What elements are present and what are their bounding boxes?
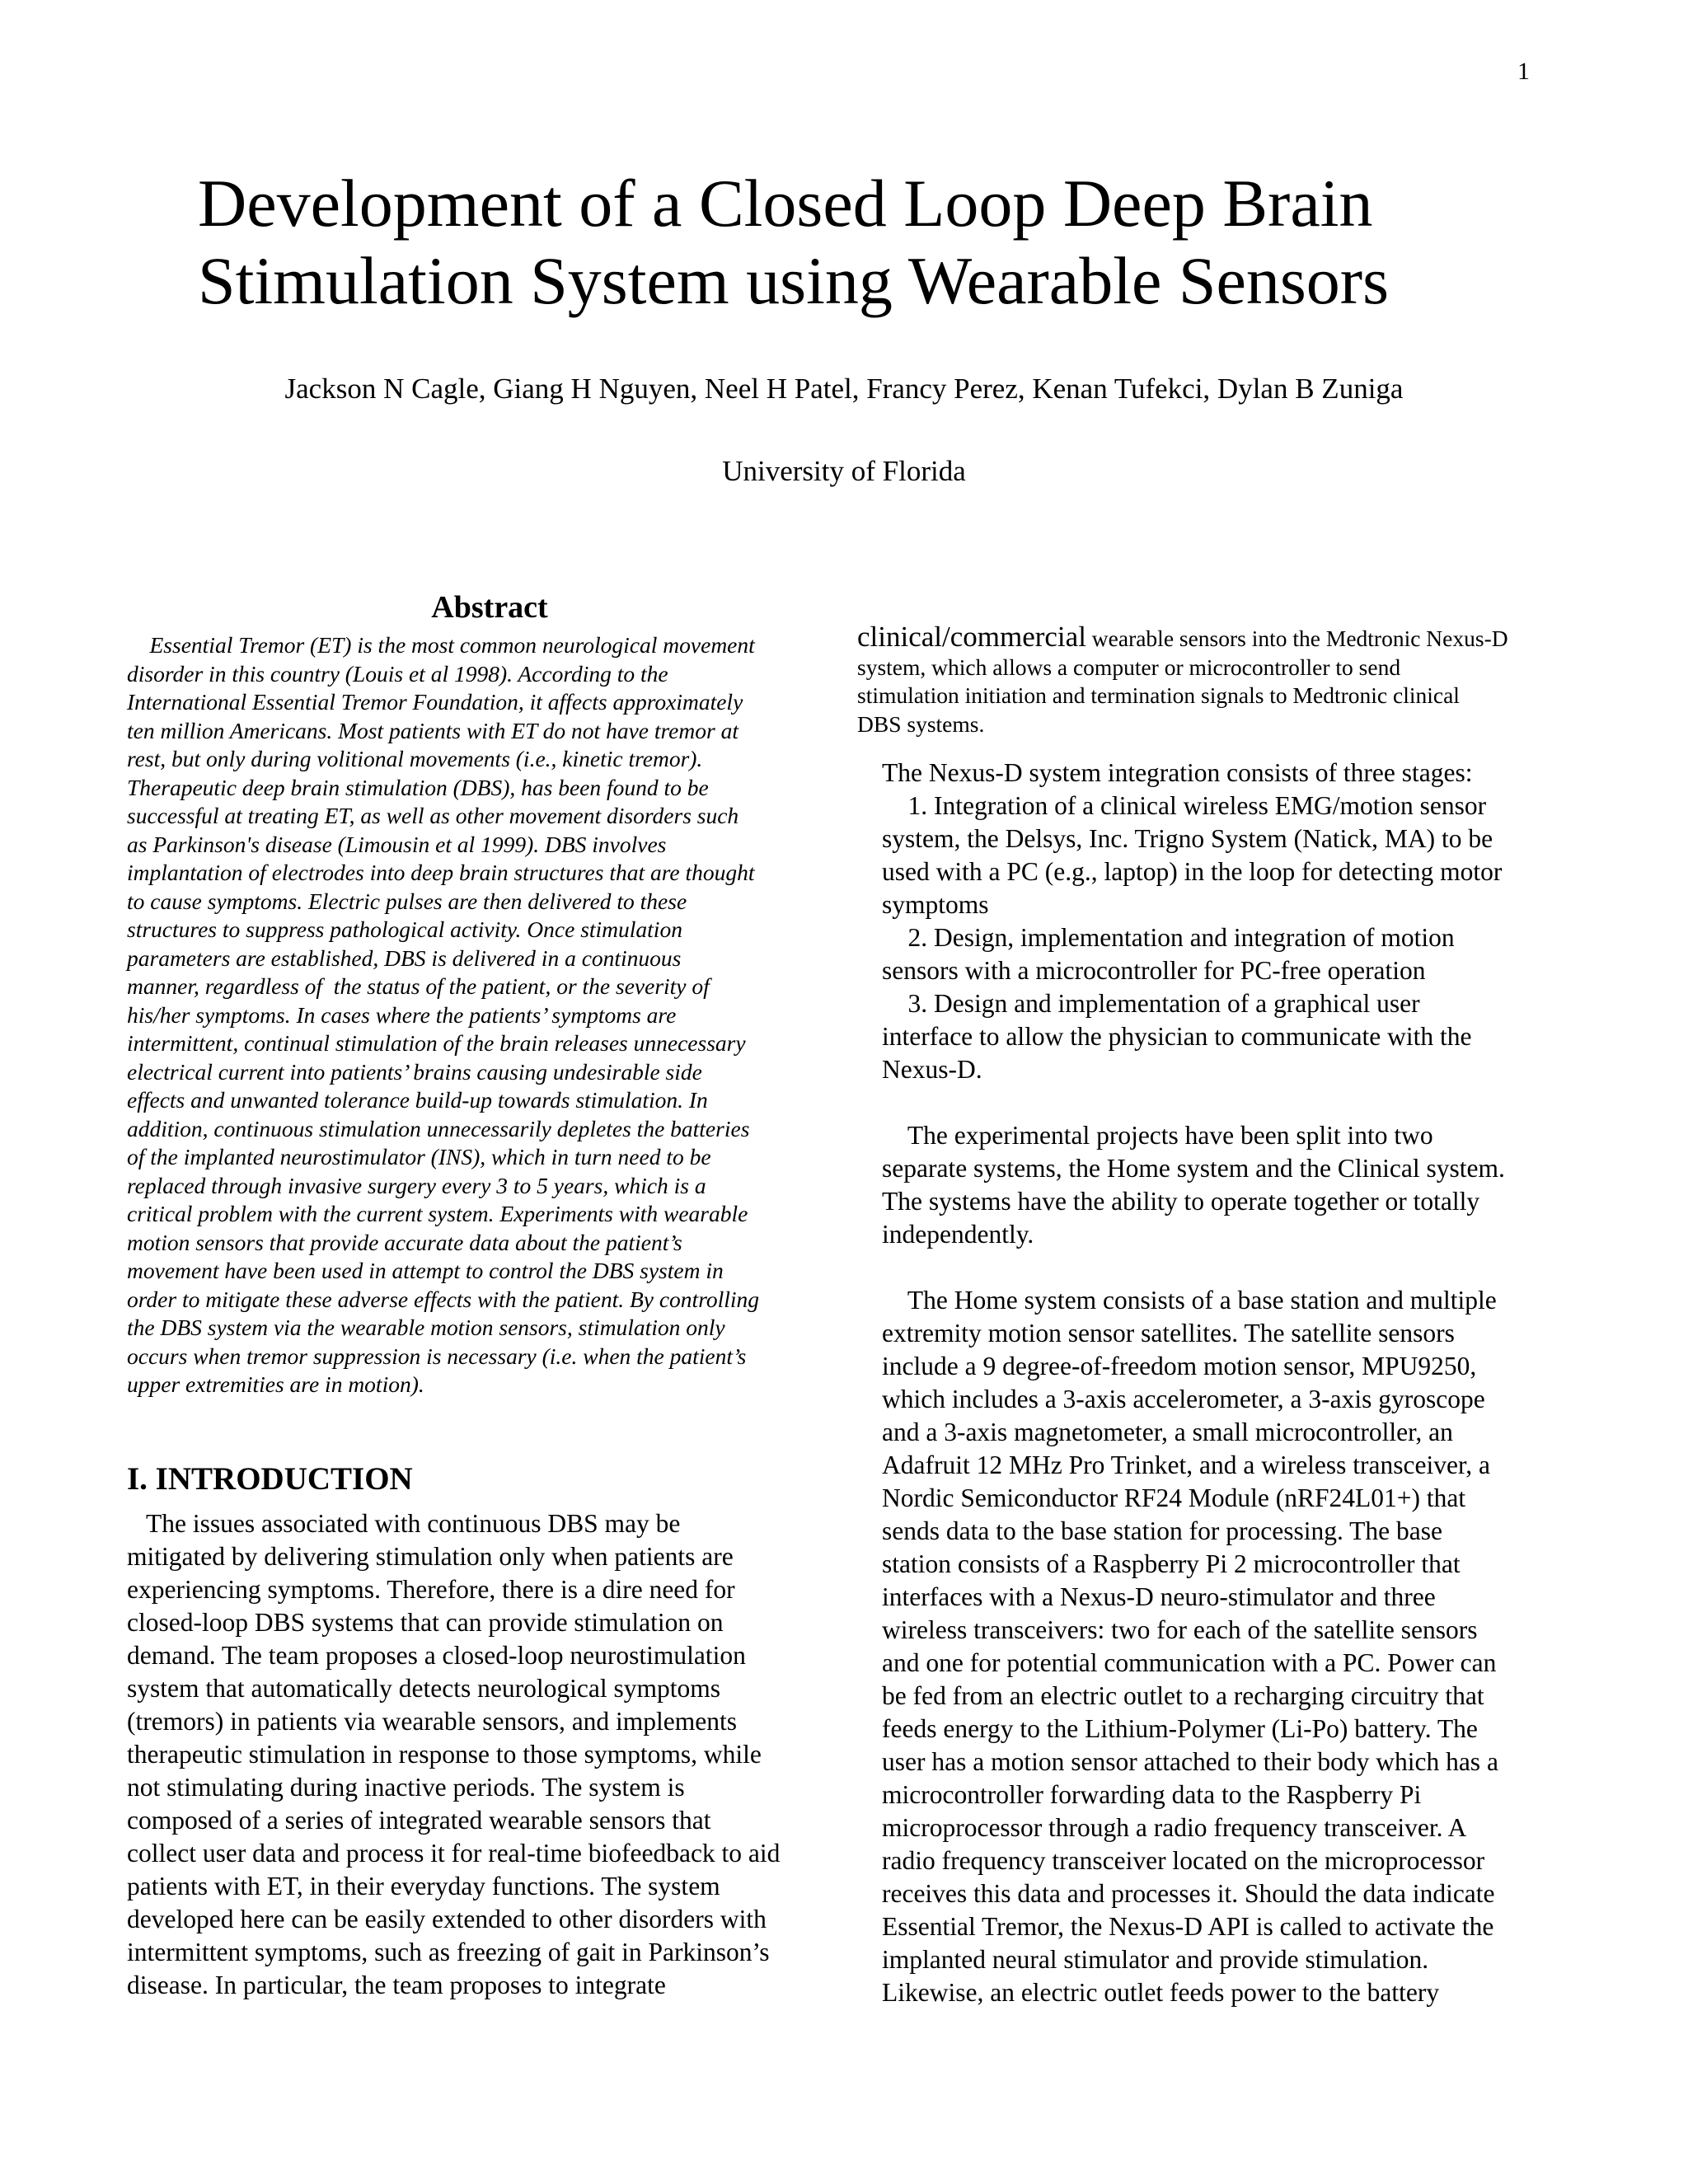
- home-system-paragraph: [857, 1284, 1599, 2009]
- text-line: stimulation initiation and termination signals to Medtronic clinical: [857, 682, 1460, 708]
- text-line: The Home system consists of a base station and multiple: [882, 1286, 1497, 1315]
- text-line: Therapeutic deep brain stimulation (DBS), has been found to be: [127, 774, 709, 800]
- text-line: Essential Tremor, the Nexus-D API is called to activate the: [882, 1912, 1494, 1941]
- text-line: Essential Tremor (ET) is the most common neurological movement: [127, 632, 755, 658]
- text-line: system, the Delsys, Inc. Trigno System (Natick, MA) to be: [882, 824, 1493, 853]
- text-line: critical problem with the current system. Experiments with wearable: [127, 1201, 748, 1226]
- text-line: manner, regardless of the status of the patient, or the severity of: [127, 973, 710, 999]
- text-line: The Nexus-D system integration consists of three stages:: [882, 758, 1473, 787]
- text-line: The experimental projects have been split into two: [882, 1121, 1433, 1150]
- text-line: be fed from an electric outlet to a recharging circuitry that: [882, 1681, 1484, 1710]
- text-line: the DBS system via the wearable motion sensors, stimulation only: [127, 1315, 725, 1340]
- abstract-heading: Abstract: [431, 590, 548, 625]
- text-line: developed here can be easily extended to other disorders with: [127, 1905, 767, 1933]
- text-line: demand. The team proposes a closed-loop neurostimulation: [127, 1641, 746, 1670]
- text-line: addition, continuous stimulation unnecessarily depletes the batteries: [127, 1115, 750, 1141]
- text-line: interface to allow the physician to communicate with the: [882, 1022, 1472, 1051]
- text-line: to cause symptoms. Electric pulses are then delivered to these: [127, 888, 687, 914]
- text-line: station consists of a Raspberry Pi 2 microcontroller that: [882, 1549, 1461, 1578]
- text-line: Likewise, an electric outlet feeds power to the battery: [882, 1978, 1440, 2007]
- text-line: [857, 623, 1599, 654]
- text-line: movement have been used in attempt to control the DBS system in: [127, 1258, 724, 1283]
- text-line: user has a motion sensor attached to their body which has a: [882, 1747, 1498, 1776]
- text-line: microprocessor through a radio frequency transceiver. A: [882, 1813, 1467, 1842]
- text-line: motion sensors that provide accurate data about the patient’s: [127, 1229, 682, 1255]
- text-line: interfaces with a Nexus-D neuro-stimulator and three: [882, 1582, 1436, 1611]
- text-line: patients with ET, in their everyday functions. The system: [127, 1872, 720, 1900]
- stages-paragraph: [857, 757, 1599, 1086]
- text-line: Adafruit 12 MHz Pro Trinket, and a wireless transceiver, a: [882, 1451, 1490, 1479]
- text-line: used with a PC (e.g., laptop) in the loop for detecting motor: [882, 857, 1503, 886]
- text-line: successful at treating ET, as well as other movement disorders such: [127, 803, 739, 828]
- text-line: 2. Design, implementation and integration of motion: [882, 923, 1455, 952]
- text-line: The issues associated with continuous DBS may be: [127, 1509, 681, 1538]
- title-line: Stimulation System using Wearable Sensors: [198, 243, 1390, 318]
- text-line: collect user data and process it for real-time biofeedback to aid: [127, 1839, 781, 1868]
- text-line: receives this data and processes it. Should the data indicate: [882, 1879, 1495, 1908]
- text-line: electrical current into patients’ brains causing undesirable side: [127, 1058, 702, 1085]
- text-line: independently.: [882, 1220, 1034, 1249]
- paragraph-gap: [857, 1086, 1599, 1119]
- text-line: sends data to the base station for processing. The base: [882, 1516, 1442, 1545]
- text-line: structures to suppress pathological activity. Once stimulation: [127, 916, 682, 942]
- right-column: [857, 623, 1599, 2009]
- text-line: disease. In particular, the team proposes to integrate: [127, 1971, 666, 1999]
- text-line: and one for potential communication with a PC. Power can: [882, 1648, 1497, 1677]
- affiliation: University of Florida: [722, 455, 966, 487]
- text-line: wireless transceivers: two for each of the satellite sensors: [882, 1615, 1478, 1644]
- text-line: of the implanted neurostimulator (INS), which in turn need to be: [127, 1144, 711, 1169]
- text-line: DBS systems.: [857, 710, 985, 737]
- text-line: parameters are established, DBS is delivered in a continuous: [127, 944, 682, 971]
- text-line: therapeutic stimulation in response to those symptoms, while: [127, 1740, 762, 1769]
- text-line: which includes a 3-axis accelerometer, a 3-axis gyroscope: [882, 1385, 1485, 1413]
- text-line: effects and unwanted tolerance build-up towards stimulation. In: [127, 1087, 708, 1113]
- text-line: replaced through invasive surgery every 3 to 5 years, which is a: [127, 1172, 706, 1198]
- text-line: separate systems, the Home system and the Clinical system.: [882, 1154, 1505, 1183]
- text-line: and a 3-axis magnetometer, a small microcontroller, an: [882, 1418, 1453, 1446]
- text-line: not stimulating during inactive periods. The system is: [127, 1773, 685, 1802]
- text-line: include a 9 degree-of-freedom motion sensor, MPU9250,: [882, 1352, 1477, 1380]
- text-line: disorder in this country (Louis et al 1998). According to the: [127, 660, 668, 687]
- text-line: implantation of electrodes into deep brain structures that are thought: [127, 860, 755, 885]
- text-line: symptoms: [882, 890, 989, 919]
- introduction-body: [127, 1507, 836, 2002]
- text-line: as Parkinson's disease (Limousin et al 1999). DBS involves: [127, 831, 667, 857]
- text-line: 1. Integration of a clinical wireless EMG/motion sensor: [882, 791, 1487, 820]
- text-line: his/her symptoms. In cases where the patients’ symptoms are: [127, 1001, 677, 1028]
- text-line: order to mitigate these adverse effects with the patient. By controlling: [127, 1286, 760, 1312]
- title-line: Development of a Closed Loop Deep Brain: [198, 166, 1373, 241]
- systems-paragraph: [857, 1119, 1599, 1251]
- text-line: closed-loop DBS systems that can provide stimulation on: [127, 1608, 724, 1637]
- lead-first-word: clinical/commercial: [857, 621, 1086, 653]
- text-line: occurs when tremor suppression is necessary (i.e. when the patient’s: [127, 1343, 747, 1369]
- author-list: Jackson N Cagle, Giang H Nguyen, Neel H Patel, Francy Perez, Kenan Tufekci, Dylan B Zuniga: [284, 373, 1404, 405]
- text-line: International Essential Tremor Foundation, it affects approximately: [127, 689, 743, 715]
- text-line: intermittent, continual stimulation of the brain releases unnecessary: [127, 1030, 746, 1056]
- text-line: implanted neural stimulator and provide stimulation.: [882, 1945, 1429, 1974]
- text-line: 3. Design and implementation of a graphical user: [882, 989, 1420, 1018]
- text-line: Nordic Semiconductor RF24 Module (nRF24L01+) that: [882, 1483, 1466, 1512]
- lead-first-rest: wearable sensors into the Medtronic Nexus-D: [1085, 626, 1508, 651]
- intro-continuation: [857, 623, 1599, 738]
- text-line: rest, but only during volitional movements (i.e., kinetic tremor).: [127, 746, 703, 771]
- abstract-body: [127, 631, 836, 1399]
- text-line: The systems have the ability to operate together or totally: [882, 1187, 1480, 1216]
- text-line: Nexus-D.: [882, 1055, 982, 1084]
- paper-title: [198, 165, 1599, 320]
- text-line: ten million Americans. Most patients with ET do not have tremor at: [127, 717, 738, 743]
- text-line: composed of a series of integrated wearable sensors that: [127, 1806, 711, 1835]
- text-line: radio frequency transceiver located on the microprocessor: [882, 1846, 1485, 1875]
- paragraph-gap: [857, 1251, 1599, 1284]
- text-line: (tremors) in patients via wearable sensors, and implements: [127, 1707, 738, 1736]
- text-line: experiencing symptoms. Therefore, there is a dire need for: [127, 1575, 735, 1604]
- text-line: upper extremities are in motion).: [127, 1371, 424, 1397]
- introduction-heading: I. INTRODUCTION: [127, 1461, 413, 1497]
- text-line: intermittent symptoms, such as freezing of gait in Parkinson’s: [127, 1938, 770, 1966]
- text-line: sensors with a microcontroller for PC-free operation: [882, 956, 1426, 985]
- text-line: extremity motion sensor satellites. The satellite sensors: [882, 1319, 1455, 1347]
- page-number: 1: [1517, 58, 1530, 85]
- text-line: system that automatically detects neurological symptoms: [127, 1674, 720, 1703]
- text-line: feeds energy to the Lithium-Polymer (Li-Po) battery. The: [882, 1714, 1478, 1743]
- text-line: system, which allows a computer or microcontroller to send: [857, 654, 1401, 680]
- text-line: microcontroller forwarding data to the Raspberry Pi: [882, 1780, 1422, 1809]
- text-line: mitigated by delivering stimulation only when patients are: [127, 1542, 734, 1571]
